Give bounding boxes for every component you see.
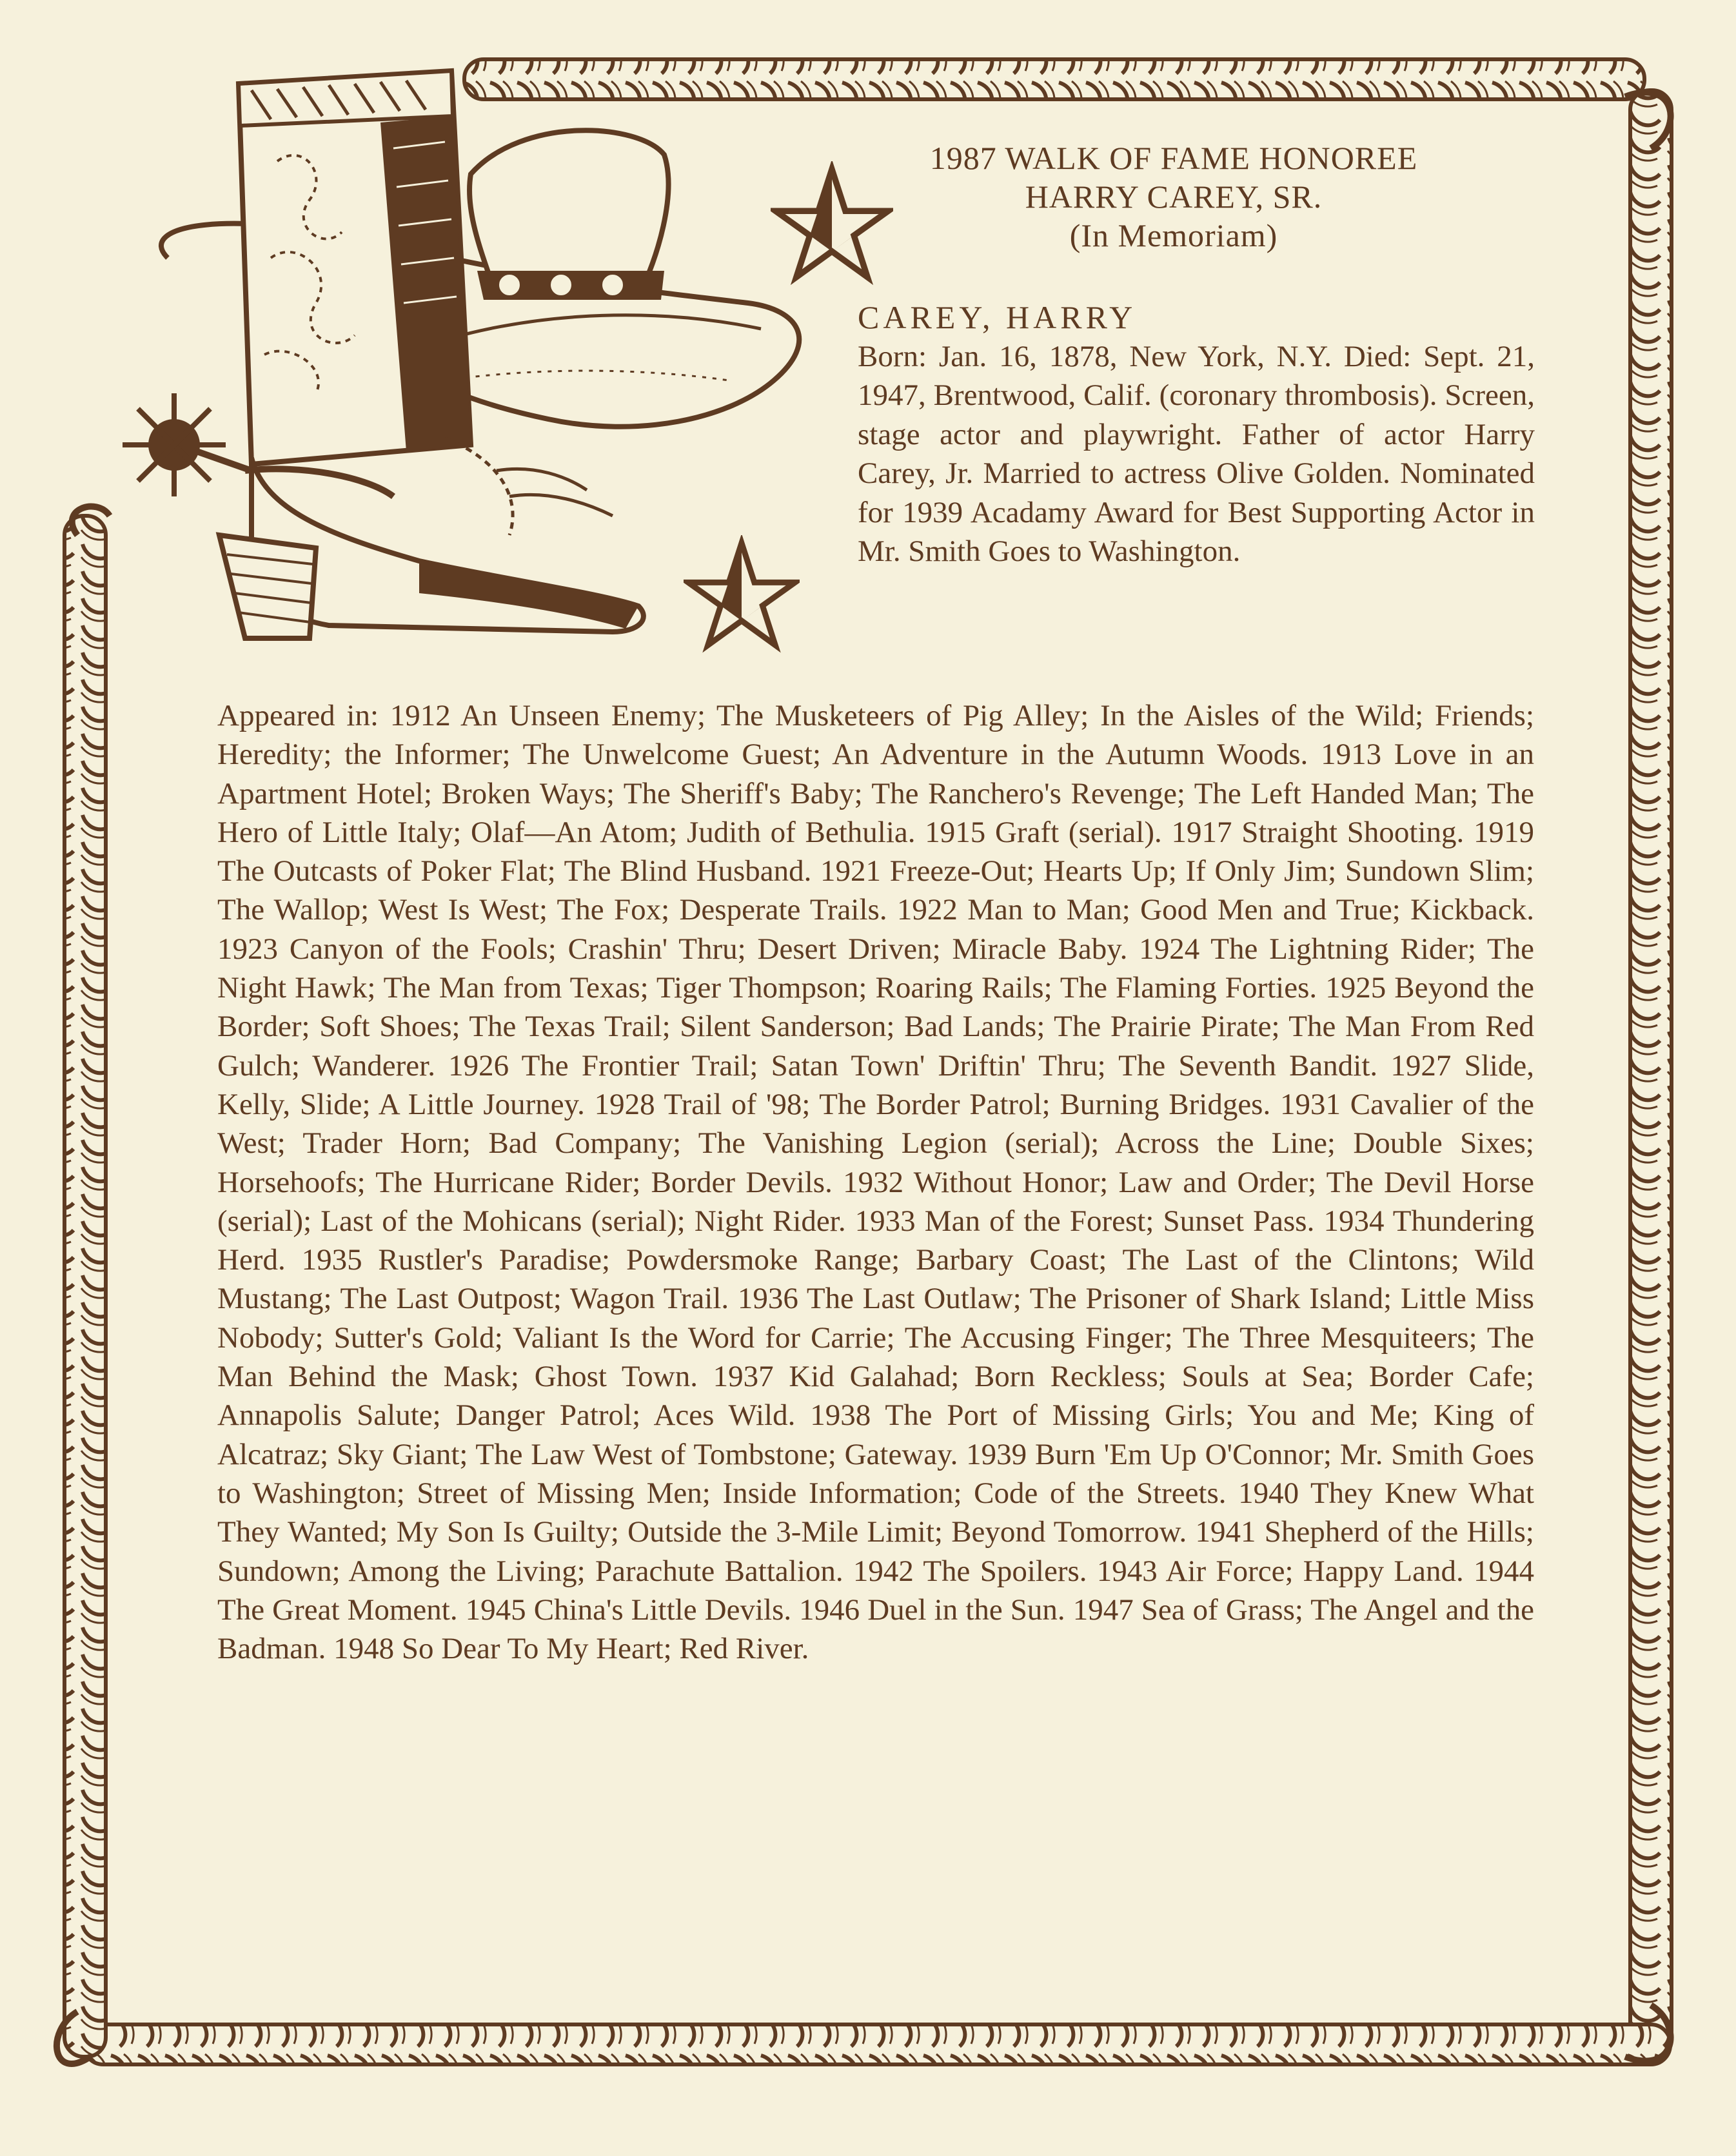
filmography-text: Appeared in: 1912 An Unseen Enemy; The Musketeers of Pig Alley; In the Aisles of the Wild; Friends; Heredity; the Informer; The Unwelcome Guest; An Adventure in the Autumn Woods. 1913 Love in an Apartment Hotel; Broken Ways; The Sheriff's Baby; The Ranchero's Revenge; The Left Handed Man; The Hero of Little Italy; Olaf—An Atom; Judith of Bethulia. 1915 Graft (serial). 1917 Straight Shooting. 1919 The Outcasts of Poker Flat; The Blind Husband. 1921 Freeze-Out; Hearts Up; If Only Jim; Sundown Slim; The Wallop; West Is West; The Fox; Desperate Trails. 1922 Man to Man; Good Men and True; Kickback. 1923 Canyon of the Fools; Crashin' Thru; Desert Driven; Miracle Baby. 1924 The Lightning Rider; The Night Hawk; The Man from Texas; Tiger Thompson; Roaring Rails; The Flaming Forties. 1925 Beyond the Border; Soft Shoes; The Texas Trail; Silent Sanderson; Bad Lands; The Prairie Pirate; The Man From Red Gulch; Wanderer. 1926 The Frontier Trail; Satan Town' Driftin' Thru; The Seventh Bandit. 1927 Slide, Kelly, Slide; A Little Journey. 1928 Trail of '98; The Border Patrol; Burning Bridges. 1931 Cavalier of the West; Trader Horn; Bad Company; The Vanishing Legion (serial); Across the Line; Double Sixes; Horsehoofs; The Hurricane Rider; Border Devils. 1932 Without Honor; Law and Order; The Devil Horse (serial); Last of the Mohicans (serial); Night Rider. 1933 Man of the Forest; Sunset Pass. 1934 Thundering Herd. 1935 Rustler's Paradise; Powdersmoke Range; Barbary Coast; The Last of the Clintons; Wild Mustang; The Last Outpost; Wagon Trail. 1936 The Last Outlaw; The Prisoner of Shark Island; Little Miss Nobody; Sutter's Gold; Valiant Is the Word for Carrie; The Accusing Finger; The Three Mesquiteers; The Man Behind the Mask; Ghost Town. 1937 Kid Galahad; Born Reckless; Souls at Sea; Border Cafe; Annapolis Salute; Danger Patrol; Aces Wild. 1938 The Port of Missing Girls; You and Me; King of Alcatraz; Sky Giant; The Law West of Tombstone; Gateway. 1939 Burn 'Em Up O'Connor; Mr. Smith Goes to Washington; Street of Missing Men; Inside Information; Code of the Streets. 1940 They Knew What They Wanted; My Son Is Guilty; Outside the 3-Mile Limit; Beyond Tomorrow. 1941 Shepherd of the Hills; Sundown; Among the Living; Parachute Battalion. 1942 The Spoilers. 1943 Air Force; Happy Land. 1944 The Great Moment. 1945 China's Little Devils. 1946 Duel in the Sun. 1947 Sea of Grass; The Angel and the Badman. 1948 So Dear To My Heart; Red River. [217, 699, 1534, 1666]
heading-line-3: (In Memoriam) [1069, 217, 1278, 253]
star-icon [684, 535, 800, 658]
bio-text: Born: Jan. 16, 1878, New York, N.Y. Died: Sept. 21, 1947, Brentwood, Calif. (coronary thrombosis). Screen, stage actor and playwright. Father of actor Harry Carey, Jr. Married to actress Olive Golden. Nominated for 1939 Acadamy Award for Best Supporting Actor in Mr. Smith Goes to Washington. [858, 339, 1535, 568]
honoree-heading [845, 139, 1503, 255]
biography [858, 298, 1535, 571]
heading-line-1: 1987 WALK OF FAME HONOREE [929, 140, 1418, 176]
heading-line-2: HARRY CAREY, SR. [1025, 179, 1323, 215]
bio-name: CAREY, HARRY [858, 299, 1137, 335]
